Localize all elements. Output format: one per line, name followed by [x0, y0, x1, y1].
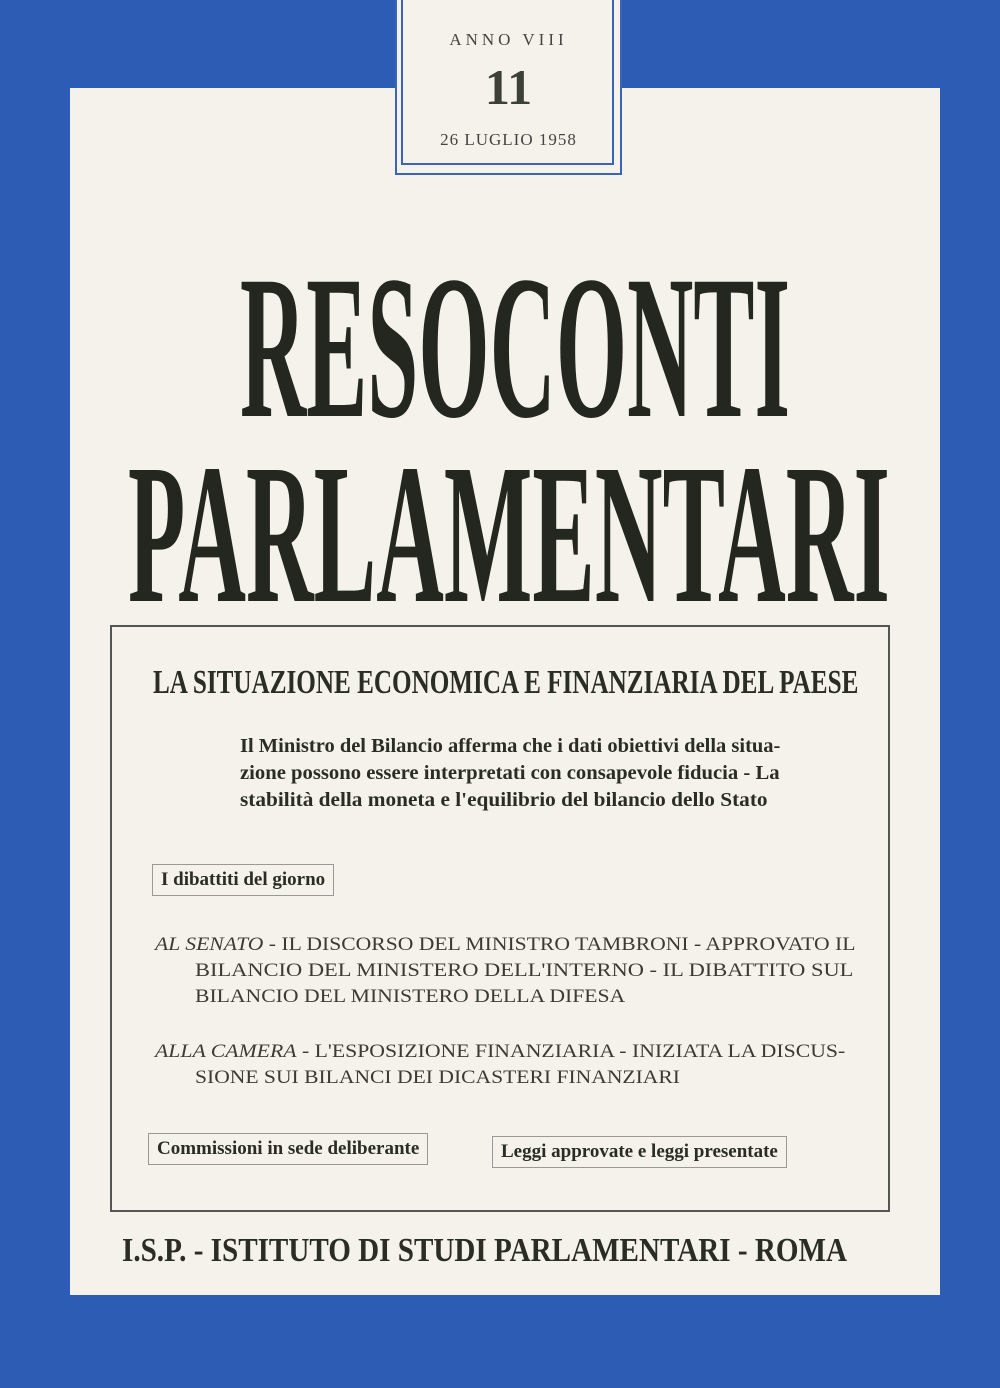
subheadline-line: stabilità della moneta e l'equilibrio del bilancio dello Stato [240, 789, 768, 811]
camera-block [155, 1039, 855, 1091]
senato-text: BILANCIO DEL MINISTERO DELL'INTERNO - IL DIBATTITO SUL [195, 960, 854, 981]
issue-date: 26 LUGLIO 1958 [440, 130, 577, 149]
subheadline-line: Il Ministro del Bilancio afferma che i dati obiettivi della situa- [240, 735, 781, 757]
contents-box [110, 625, 890, 1212]
issue-label [395, 0, 622, 175]
senato-block [155, 932, 855, 1010]
senato-label: AL SENATO [155, 934, 264, 955]
camera-label: ALLA CAMERA [155, 1041, 297, 1062]
tag-leggi: Leggi approvate e leggi presentate [492, 1136, 787, 1168]
senato-text: BILANCIO DEL MINISTERO DELLA DIFESA [195, 986, 626, 1007]
subheadline [240, 733, 780, 814]
tag-commissioni: Commissioni in sede deliberante [148, 1133, 428, 1165]
camera-text: - L'ESPOSIZIONE FINANZIARIA - INIZIATA LA DISCUS- [296, 1041, 846, 1062]
publisher: I.S.P. - ISTITUTO DI STUDI PARLAMENTARI - ROMA [122, 1232, 847, 1269]
masthead-line-1: RESOCONTI [240, 234, 791, 461]
subheadline-line: zione possono essere interpretati con consapevole fiducia - La [240, 762, 780, 784]
masthead-line-2: PARLAMENTARI [128, 424, 890, 645]
issue-year: ANNO VIII [449, 30, 568, 49]
section-label: I dibattiti del giorno [152, 864, 334, 896]
senato-text: - IL DISCORSO DEL MINISTRO TAMBRONI - APPROVATO IL [263, 934, 856, 955]
issue-number: 11 [484, 59, 533, 115]
main-headline: LA SITUAZIONE ECONOMICA E FINANZIARIA DEL PAESE [153, 664, 859, 701]
camera-text: SIONE SUI BILANCI DEI DICASTERI FINANZIARI [195, 1067, 680, 1088]
